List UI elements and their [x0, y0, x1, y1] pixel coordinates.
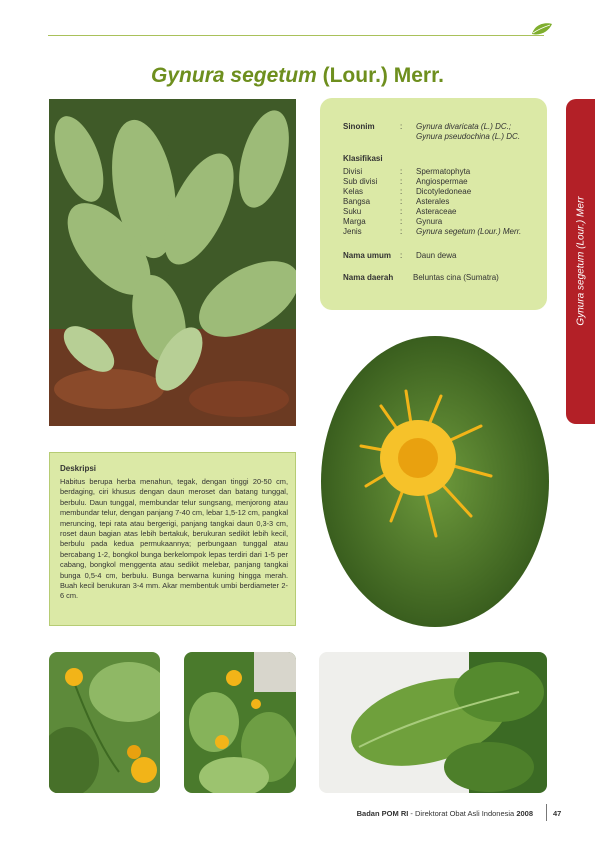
footer-divider	[546, 804, 547, 821]
class-row: Divisi : Spermatophyta	[343, 167, 471, 176]
colon: :	[400, 122, 403, 131]
leaf-closeup-photo	[319, 652, 547, 793]
sinonim-label: Sinonim	[343, 122, 375, 131]
class-row: Jenis : Gynura segetum (Lour.) Merr.	[343, 227, 522, 236]
sinonim-row	[343, 122, 546, 132]
plant-photo	[49, 99, 296, 426]
flower-stem-photo	[49, 652, 160, 793]
description-heading: Deskripsi	[60, 464, 97, 473]
flowering-plant-photo	[184, 652, 296, 793]
sinonim-row-2	[343, 132, 546, 142]
header-rule	[48, 35, 544, 36]
flower-photo	[321, 336, 549, 627]
class-row: Marga : Gynura	[343, 217, 443, 226]
footer-credit: Badan POM RI - Direktorat Obat Asli Indonesia 2008	[356, 809, 533, 818]
class-row: Bangsa : Asterales	[343, 197, 450, 206]
taxonomy-panel	[320, 98, 547, 310]
page-title	[0, 64, 595, 88]
class-row: Kelas : Dicotyledoneae	[343, 187, 472, 196]
leaf-icon	[531, 22, 553, 36]
description-text: Habitus berupa herba menahun, tegak, dengan tinggi 20-50 cm, berdaging, ciri khusus dengan daun meroset dan batang tunggal, berbulu. Daun tunggal, membundar telur sungsang, menjorong atau membundar telur, dengan panjang 7-40 cm, lebar 1,5-12 cm, pangkal meruncing, tepi rata atau bergerigi, panjang tangkai daun 0,3-3 cm, roset daun bagian atas lebih bertakuk, berukuran sedikit lebih kecil, berbulu pada kedua permukaannya; perbungaan tunggal atau bercabang 1-2, bongkol bunga berkelompok lepas terdiri dari 1-5 per cabang, bongkol menggenta atau sedikit melebar, panjang tangkai bunga 0,5-4 cm, berbulu. Bunga berwarna kuning hingga merah. Buah kecil berukuran 3-4 mm. Akar membentuk umbi berdiameter 2-6 cm.	[60, 477, 288, 601]
nama-umum-row: Nama umum : Daun dewa	[343, 251, 457, 260]
sinonim-1: Gynura divaricata (L.) DC.;	[416, 122, 512, 131]
title-species: Gynura segetum	[151, 64, 317, 87]
klasifikasi-label: Klasifikasi	[343, 154, 383, 163]
sinonim-2: Gynura pseudochina (L.) DC.	[416, 132, 521, 141]
title-author: (Lour.) Merr.	[322, 64, 444, 87]
class-row: Suku : Asteraceae	[343, 207, 457, 216]
description-panel	[49, 452, 296, 626]
page-number: 47	[553, 809, 562, 818]
side-tab-label: Gynura segetum (Lour.) Merr	[575, 196, 587, 326]
class-row: Sub divisi : Angiospermae	[343, 177, 468, 186]
nama-daerah-row: Nama daerah Beluntas cina (Sumatra)	[343, 273, 499, 282]
